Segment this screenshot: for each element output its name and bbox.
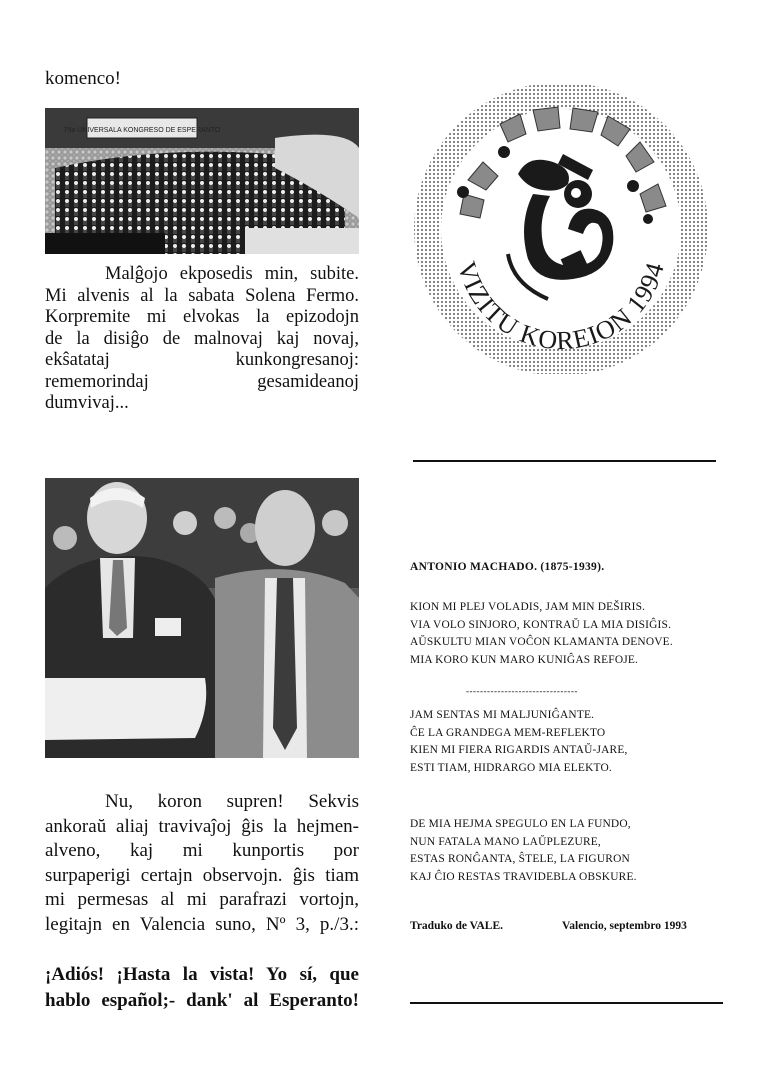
intro-word: komenco! bbox=[45, 68, 121, 89]
portrait-photo bbox=[45, 478, 359, 758]
paragraph-1 bbox=[45, 264, 359, 415]
logo-ring-text: VIZITU KOREION 1994 bbox=[451, 258, 670, 356]
poem-translator: Traduko de VALE. bbox=[410, 920, 503, 932]
para1-line: de la disiĝo de malnovaj kaj novaj, bbox=[45, 328, 359, 349]
closing-line: hablo español;- dank' al Esperanto! bbox=[45, 990, 359, 1011]
poem-place-date: Valencio, septembro 1993 bbox=[562, 920, 687, 932]
poem-line: KAJ ĈIO RESTAS TRAVIDEBLA OBSKURE. bbox=[410, 870, 637, 883]
poem-line: AŬSKULTU MIAN VOĈON KLAMANTA DENOVE. bbox=[410, 636, 673, 648]
para2-line: mi permesas al mi parafrazi vortojn, bbox=[45, 889, 359, 910]
poem-title: ANTONIO MACHADO. (1875-1939). bbox=[410, 561, 605, 573]
poem-line: ESTAS RONĜANTA, ŜTELE, LA FIGURON bbox=[410, 853, 630, 865]
poem-line: ĈE LA GRANDEGA MEM-REFLEKTO bbox=[410, 726, 606, 739]
poem-stanza-1 bbox=[410, 599, 673, 669]
concert-photo bbox=[45, 108, 359, 254]
poem-divider: -------------------------------- bbox=[466, 686, 578, 696]
poem-line: KIEN MI FIERA RIGARDIS ANTAŬ-JARE, bbox=[410, 744, 628, 756]
poem-line: KION MI PLEJ VOLADIS, JAM MIN DEŠIRIS. bbox=[410, 601, 646, 613]
korea-logo bbox=[408, 84, 714, 374]
poem-stanza-2 bbox=[410, 707, 628, 777]
divider-bottom bbox=[410, 1002, 723, 1004]
para1-line: Mi alvenis al la sabata Solena Fermo. bbox=[45, 285, 359, 306]
poem-stanza-3 bbox=[410, 816, 637, 886]
poem-line: MIA KORO KUN MARO KUNIĜAS REFOJE. bbox=[410, 653, 639, 666]
para2-line: Nu, koron supren! Sekvis bbox=[105, 791, 359, 812]
closing-line: ¡Adiós! ¡Hasta la vista! Yo sí, que bbox=[45, 964, 359, 985]
concert-photo-image bbox=[45, 108, 359, 254]
divider-top bbox=[413, 460, 716, 462]
poem-line: JAM SENTAS MI MALJUNIĜANTE. bbox=[410, 709, 595, 721]
para1-line: rememorindaj gesamideanoj bbox=[45, 371, 359, 392]
portrait-photo-image bbox=[45, 478, 359, 758]
banner-text: 79a UNIVERSALA KONGRESO DE ESPERANTO bbox=[63, 127, 221, 134]
poem-line: DE MIA HEJMA SPEGULO EN LA FUNDO, bbox=[410, 818, 631, 830]
para2-line: surpaperigi certajn observojn. ĝis tiam bbox=[45, 864, 359, 886]
para2-line: ankoraŭ aliaj travivaĵoj ĝis la hejmen- bbox=[45, 815, 359, 837]
para1-line: Korpremite mi elvokas la epizodojn bbox=[45, 307, 359, 327]
paragraph-2 bbox=[45, 790, 359, 937]
para1-line: ekŝatataj kunkongresanoj: bbox=[45, 350, 359, 370]
closing-quote bbox=[45, 962, 359, 1014]
para2-line: legitajn en Valencia suno, Nº 3, p./3.: bbox=[45, 913, 359, 935]
korea-logo-image bbox=[408, 84, 714, 374]
para1-line: Malĝojo ekposedis min, subite. bbox=[105, 264, 359, 284]
poem-line: VIA VOLO SINJORO, KONTRAŬ LA MIA DISIĜIS. bbox=[410, 618, 672, 631]
para1-line: dumvivaj... bbox=[45, 393, 129, 413]
poem-line: NUN FATALA MANO LAŬPLEZURE, bbox=[410, 835, 601, 848]
poem-line: ESTI TIAM, HIDRARGO MIA ELEKTO. bbox=[410, 761, 612, 774]
para2-line: alveno, kaj mi kunportis por bbox=[45, 840, 359, 861]
